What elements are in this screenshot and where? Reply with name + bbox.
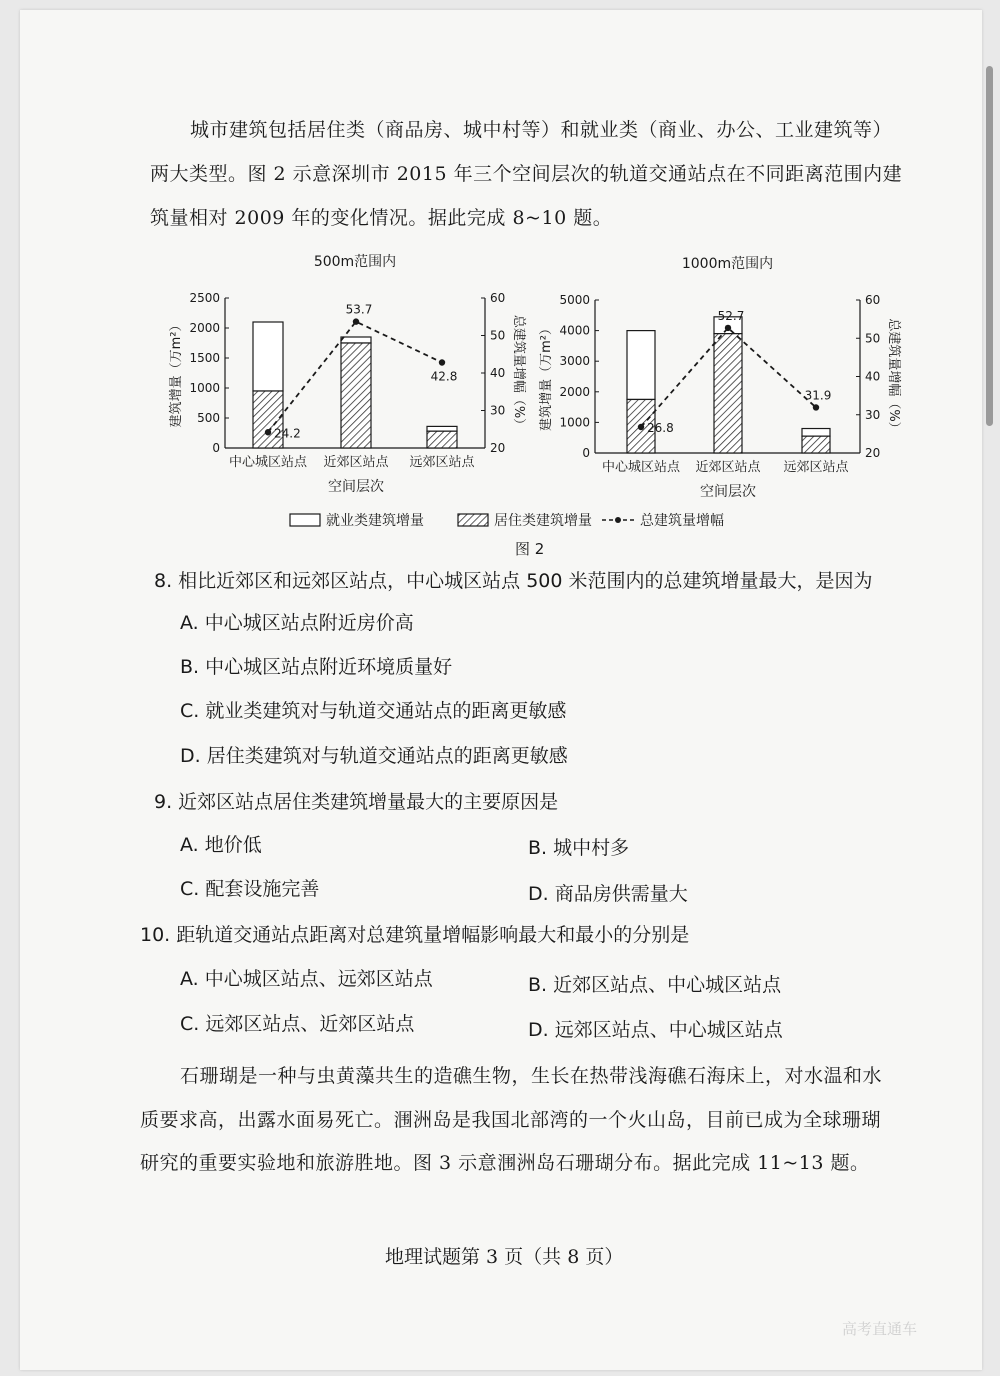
y2-tick-label: 20 — [865, 446, 881, 460]
intro-line-2: 两大类型。图 2 示意深圳市 2015 年三个空间层次的轨道交通站点在不同距离范围内建 — [150, 163, 903, 185]
total-growth-point — [265, 429, 271, 435]
intro2-line-3: 研究的重要实验地和旅游胜地。图 3 示意涠洲岛石珊瑚分布。据此完成 11~13 题。 — [140, 1152, 870, 1174]
y-tick-label: 500 — [197, 411, 220, 425]
y-tick-label: 2000 — [559, 384, 590, 399]
q10-option-a: A. 中心城区站点、远郊区站点 — [180, 968, 433, 990]
legend-residential-swatch — [458, 514, 488, 526]
total-growth-label: 42.8 — [430, 369, 458, 384]
chart-title-1000m: 1000m范围内 — [681, 256, 774, 272]
bar-residential — [714, 334, 742, 453]
intro2-line-1: 石珊瑚是一种与虫黄藻共生的造礁生物，生长在热带浅海礁石海床上，对水温和水 — [180, 1065, 883, 1087]
legend-total-label: 总建筑量增幅 — [640, 513, 724, 529]
x-category-label: 中心城区站点 — [228, 455, 308, 470]
chart-500m — [168, 253, 527, 495]
total-growth-point — [813, 404, 819, 410]
q10-option-c: C. 远郊区站点、近郊区站点 — [180, 1013, 415, 1035]
x-category-label: 中心城区站点 — [601, 460, 681, 475]
y-tick-label: 1000 — [559, 415, 590, 430]
q8-option-c: C. 就业类建筑对与轨道交通站点的距离更敏感 — [180, 700, 567, 722]
y2-tick-label: 50 — [865, 331, 881, 346]
x-category-label: 近郊区站点 — [323, 455, 389, 470]
q9-option-a: A. 地价低 — [180, 834, 262, 856]
q9-option-b: B. 城中村多 — [528, 837, 630, 859]
chart-1000m — [538, 255, 902, 500]
legend-residential-label: 居住类建筑增量 — [494, 513, 592, 529]
total-growth-label: 53.7 — [345, 302, 373, 317]
watermark: 高考直通车 — [842, 1320, 918, 1338]
y-tick-label: 4000 — [559, 323, 590, 338]
q9-option-d: D. 商品房供需量大 — [528, 883, 688, 905]
y-tick-label: 0 — [212, 441, 220, 455]
scrollbar[interactable] — [986, 66, 993, 426]
x-axis-label-500m: 空间层次 — [328, 479, 384, 495]
y-tick-label: 3000 — [559, 354, 590, 369]
total-growth-point — [439, 359, 445, 365]
figure-caption: 图 2 — [515, 540, 545, 558]
bar-residential — [341, 343, 371, 448]
q8-option-d: D. 居住类建筑对与轨道交通站点的距离更敏感 — [180, 745, 568, 767]
bar-employment — [427, 426, 457, 431]
y-axis-label-500m: 建筑增量（万m²） — [169, 318, 184, 428]
y-tick-label: 5000 — [559, 293, 590, 307]
y-tick-label: 1500 — [189, 351, 220, 365]
total-growth-point — [638, 424, 644, 430]
question-10-stem: 10. 距轨道交通站点距离对总建筑量增幅影响最大和最小的分别是 — [140, 924, 690, 946]
y2-axis-label-1000m: 总建筑量增幅（%） — [886, 318, 901, 435]
q8-option-b: B. 中心城区站点附近环境质量好 — [180, 656, 453, 678]
legend-employment-swatch — [290, 514, 320, 526]
y-tick-label: 2500 — [189, 291, 220, 305]
bar-residential — [802, 436, 830, 453]
x-category-label: 远郊区站点 — [409, 455, 475, 470]
bar-employment — [253, 322, 283, 391]
y2-axis-label-500m: 总建筑量增幅（%） — [511, 314, 526, 432]
q8-option-a: A. 中心城区站点附近房价高 — [180, 612, 414, 634]
legend-total-marker — [615, 517, 621, 523]
total-growth-point — [353, 318, 359, 324]
total-growth-label: 52.7 — [717, 308, 745, 323]
intro-line-1: 城市建筑包括居住类（商品房、城中村等）和就业类（商业、办公、工业建筑等） — [190, 119, 893, 141]
figure-2 — [160, 248, 930, 558]
y2-tick-label: 30 — [865, 407, 881, 422]
intro-line-3: 筑量相对 2009 年的变化情况。据此完成 8~10 题。 — [150, 207, 613, 229]
q9-option-c: C. 配套设施完善 — [180, 878, 320, 900]
y-tick-label: 0 — [582, 446, 590, 460]
question-8-stem: 8. 相比近郊区和远郊区站点，中心城区站点 500 米范围内的总建筑增量最大，是因为 — [154, 570, 873, 592]
page-footer: 地理试题第 3 页（共 8 页） — [385, 1246, 624, 1268]
chart-title-500m: 500m范围内 — [313, 254, 397, 270]
total-growth-label: 24.2 — [274, 426, 301, 441]
q10-option-d: D. 远郊区站点、中心城区站点 — [528, 1019, 783, 1041]
bar-employment — [627, 331, 655, 400]
y2-tick-label: 50 — [490, 328, 506, 343]
y-axis-label-1000m: 建筑增量（万m²） — [539, 322, 554, 431]
y2-tick-label: 40 — [865, 369, 881, 384]
y2-tick-label: 60 — [865, 293, 881, 307]
x-category-label: 近郊区站点 — [695, 460, 761, 475]
y2-tick-label: 40 — [490, 366, 506, 380]
y2-tick-label: 60 — [490, 291, 506, 305]
bar-employment — [802, 429, 830, 437]
y-tick-label: 2000 — [189, 321, 220, 335]
total-growth-label: 31.9 — [804, 388, 832, 403]
x-axis-label-1000m: 空间层次 — [700, 484, 756, 500]
q10-option-b: B. 近郊区站点、中心城区站点 — [528, 974, 782, 996]
exam-page — [20, 10, 982, 1370]
x-category-label: 远郊区站点 — [783, 460, 849, 475]
legend — [290, 512, 724, 529]
y2-tick-label: 30 — [490, 403, 506, 418]
total-growth-point — [725, 325, 731, 331]
question-9-stem: 9. 近郊区站点居住类建筑增量最大的主要原因是 — [154, 791, 559, 813]
legend-employment-label: 就业类建筑增量 — [326, 513, 424, 529]
y-tick-label: 1000 — [189, 381, 220, 395]
bar-employment — [341, 337, 371, 343]
intro2-line-2: 质要求高，出露水面易死亡。涠洲岛是我国北部湾的一个火山岛，目前已成为全球珊瑚 — [140, 1109, 882, 1131]
total-growth-label: 26.8 — [647, 420, 674, 435]
bar-residential — [427, 431, 457, 448]
y2-tick-label: 20 — [490, 441, 506, 455]
